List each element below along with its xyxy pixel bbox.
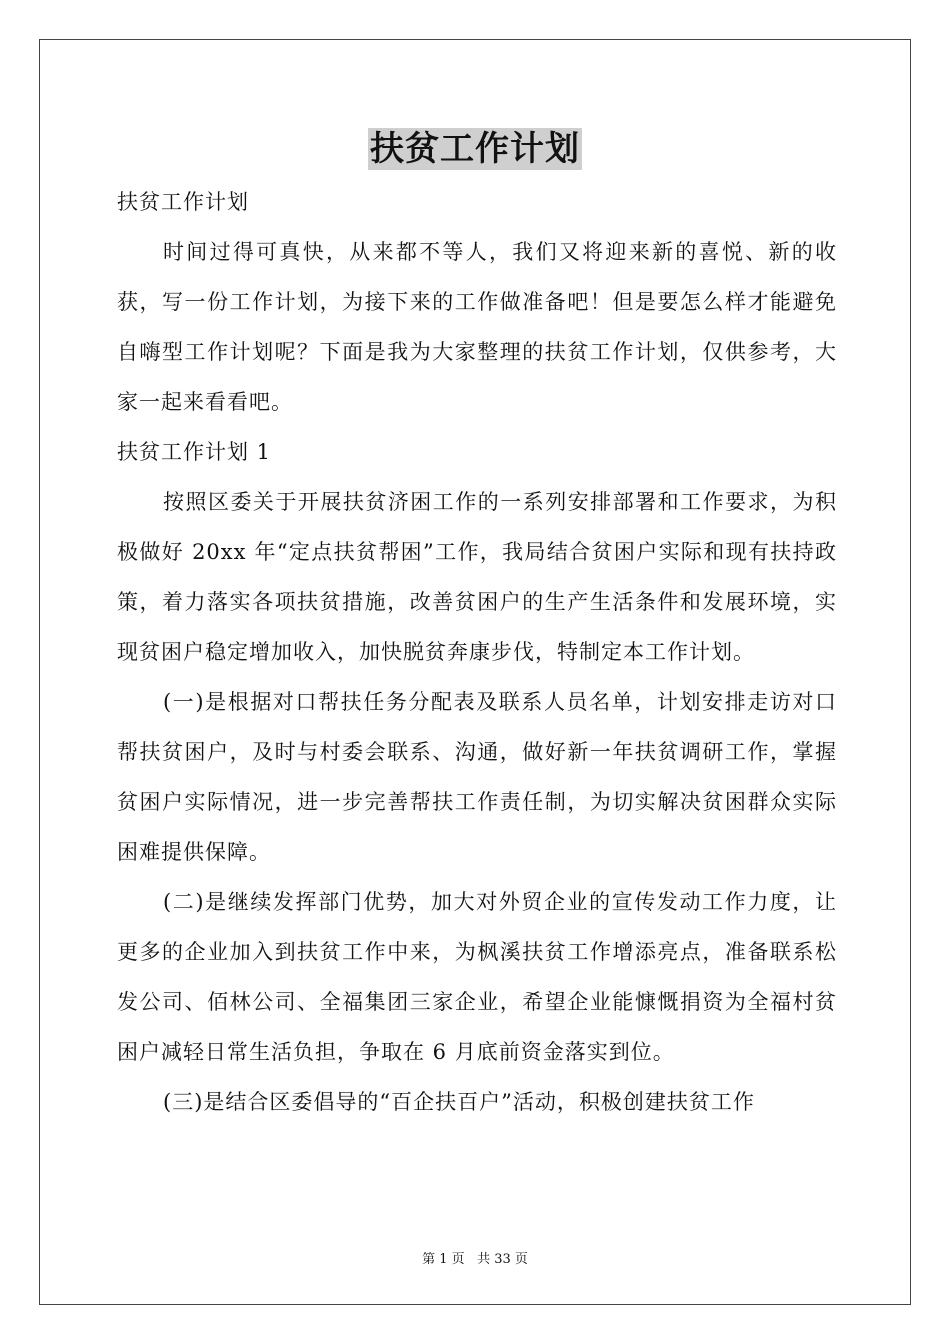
paragraph: 时间过得可真快，从来都不等人，我们又将迎来新的喜悦、新的收获，写一份工作计划，为接下来的工作做准备吧！但是要怎么样才能避免自嗨型工作计划呢？下面是我为大家整理的扶贫工作计划，仅供参考，大家一起来看看吧。 — [117, 240, 837, 414]
page-number: 第 1 页 — [422, 1252, 465, 1267]
paragraph: (二)是继续发挥部门优势，加大对外贸企业的宣传发动工作力度，让更多的企业加入到扶贫工作中来，为枫溪扶贫工作增添亮点，准备联系松发公司、佰林公司、全福集团三家企业，希望企业能慷慨捐资为全福村贫困户减轻日常生活负担，争取在 6 月底前资金落实到位。 — [117, 890, 837, 1064]
paragraph: (三)是结合区委倡导的“百企扶百户”活动，积极创建扶贫工作 — [163, 1090, 755, 1114]
section-heading: 扶贫工作计划 1 — [117, 440, 272, 464]
page-footer — [0, 1248, 950, 1267]
title-container — [0, 128, 950, 170]
document-body — [117, 177, 837, 1127]
paragraph: 按照区委关于开展扶贫济困工作的一系列安排部署和工作要求，为积极做好 20xx 年“定点扶贫帮困”工作，我局结合贫困户实际和现有扶持政策，着力落实各项扶贫措施，改善贫困户的生产生活条件和发展环境，实现贫困户稳定增加收入，加快脱贫奔康步伐，特制定本工作计划。 — [117, 490, 837, 664]
total-pages: 共 33 页 — [477, 1252, 528, 1267]
document-title: 扶贫工作计划 — [370, 129, 580, 169]
paragraph-heading: 扶贫工作计划 — [117, 190, 249, 214]
paragraph: (一)是根据对口帮扶任务分配表及联系人员名单，计划安排走访对口帮扶贫困户，及时与村委会联系、沟通，做好新一年扶贫调研工作，掌握贫困户实际情况，进一步完善帮扶工作责任制，为切实解决贫困群众实际困难提供保障。 — [117, 690, 837, 864]
